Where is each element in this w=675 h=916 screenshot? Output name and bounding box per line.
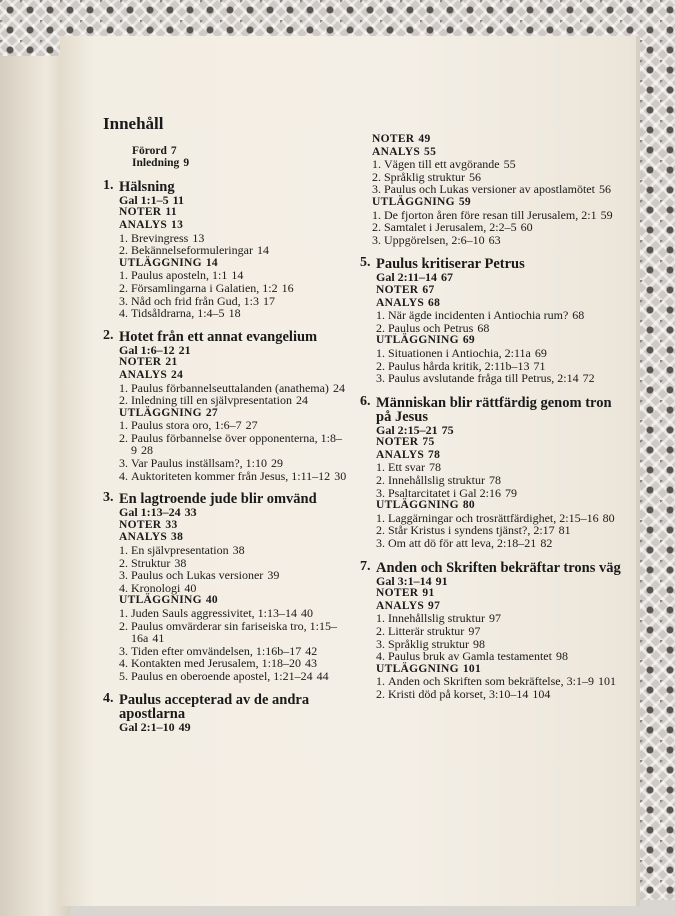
entry-text: Församlingarna i Galatien, 1:2 (131, 280, 278, 295)
entry-number: 3. (376, 485, 385, 500)
chapter-body (376, 561, 625, 701)
entry-number: 1. (376, 308, 385, 323)
entry-number: 1. (119, 268, 128, 283)
right-chapter-list (360, 257, 625, 700)
chapter-number: 4. (103, 690, 114, 706)
page-number: 38 (232, 543, 245, 558)
page-number: 28 (141, 443, 153, 458)
entry-number: 2. (119, 618, 128, 633)
page-number: 98 (555, 649, 568, 664)
entry-number: 1. (119, 418, 128, 433)
chapter-entry (103, 690, 348, 734)
page-number: 14 (256, 243, 269, 258)
chapter-4-continuation (372, 133, 625, 246)
section-heading (376, 284, 625, 297)
entry-text-wrap (388, 650, 625, 663)
scripture-reference (376, 575, 625, 588)
chapter-number: 7. (360, 558, 371, 574)
entry-text: Paulus omvärderar sin fariseiska tro, 1:15–16a (131, 618, 337, 646)
page-number: 40 (300, 606, 313, 620)
entry-number: 3. (372, 232, 381, 247)
page-number: 43 (304, 656, 317, 671)
entry-text: Paulus förbannelse över opponenterna, 1:8–9 (131, 430, 342, 458)
section-label: UTLÄGGNING (119, 594, 202, 607)
page-number: 44 (316, 668, 329, 683)
reference-text: Gal 2:11–14 (376, 270, 438, 285)
page-number: 78 (429, 460, 441, 475)
toc-entry (119, 244, 348, 257)
entry-number: 4. (376, 649, 385, 664)
entry-text-wrap (131, 394, 348, 407)
page-number: 11 (172, 192, 185, 207)
entry-text-wrap (388, 322, 625, 335)
page-number: 59 (600, 207, 613, 222)
entry-text: Står Kristus i syndens tjänst?, 2:17 (388, 523, 555, 538)
section-label: ANALYS (119, 218, 168, 231)
page-number: 81 (558, 523, 571, 538)
entry-number: 1. (119, 543, 128, 558)
toc-entry (376, 322, 625, 335)
page-number: 33 (165, 518, 178, 531)
scripture-reference (119, 194, 348, 207)
page-number: 78 (428, 448, 441, 461)
chapter-entry (103, 492, 348, 682)
section-label: UTLÄGGNING (119, 256, 202, 269)
entry-number: 1. (119, 230, 128, 245)
entry-number: 3. (376, 371, 385, 386)
page-number: 42 (305, 643, 318, 658)
entry-number: 3. (376, 636, 385, 651)
page-title: Innehåll (103, 114, 164, 133)
toc-left-column (103, 114, 348, 734)
entry-number: 2. (376, 320, 385, 335)
entry-text: Språklig struktur (388, 636, 469, 651)
section-label: ANALYS (376, 599, 425, 612)
page-number: 55 (424, 145, 437, 158)
section-label: NOTER (119, 356, 162, 369)
section-heading (376, 436, 625, 449)
reference-text: Gal 3:1–14 (376, 573, 432, 588)
section-label: UTLÄGGNING (376, 334, 459, 347)
entry-text: Brevingress (131, 230, 189, 245)
page-number: 75 (441, 422, 454, 437)
entry-text: Nåd och frid från Gud, 1:3 (131, 293, 259, 308)
frontmatter-entry (132, 145, 348, 158)
entry-text: Paulus och Petrus (388, 320, 474, 335)
entry-text: Uppgörelsen, 2:6–10 (384, 232, 485, 247)
entry-number: 1. (376, 611, 385, 626)
reference-text: Gal 2:15–21 (376, 422, 438, 437)
page-number: 98 (473, 636, 485, 651)
entry-number: 1. (376, 510, 385, 525)
page-number: 14 (205, 256, 218, 269)
entry-number: 3. (376, 536, 385, 551)
entry-text: Situationen i Antiochia, 2:11a (388, 345, 531, 360)
page-number: 59 (458, 195, 471, 208)
page-number: 68 (572, 308, 585, 323)
page-number: 21 (178, 342, 191, 357)
page-number: 27 (205, 406, 218, 419)
toc-entry (372, 183, 625, 196)
toc-entry (119, 620, 348, 645)
chapter-body (376, 396, 625, 550)
page-number: 13 (192, 230, 205, 245)
page-number: 97 (428, 599, 441, 612)
section-heading (119, 206, 348, 219)
chapter-title: Paulus kritiserar Petrus (376, 256, 525, 273)
page-number: 40 (205, 594, 218, 607)
page-number: 29 (270, 456, 283, 471)
section-heading (119, 519, 348, 532)
chapter-entry (103, 177, 348, 321)
scripture-reference (119, 721, 348, 734)
chapter-body (119, 492, 348, 682)
page-number: 38 (171, 531, 184, 544)
entry-text-wrap (388, 487, 625, 500)
page-number: 63 (488, 232, 501, 247)
entry-number: 2. (119, 280, 128, 295)
page-number: 24 (295, 393, 308, 408)
chapter-number: 1. (103, 177, 114, 193)
page-number: 17 (262, 293, 275, 308)
entry-number: 2. (119, 430, 128, 445)
entry-text-wrap (131, 307, 348, 320)
entry-text-wrap (388, 688, 625, 701)
entry-text: Juden Sauls aggressivitet, 1:13–14 (131, 606, 297, 620)
page-number: 18 (228, 306, 241, 321)
section-heading (376, 587, 625, 600)
chapter-body (119, 693, 348, 734)
entry-text: Inledning till en självpresentation (131, 393, 292, 408)
toc-entry (376, 537, 625, 550)
page-number: 11 (165, 206, 177, 219)
entry-number: 2. (119, 393, 128, 408)
toc-entry (376, 650, 625, 663)
page-number: 41 (152, 631, 165, 646)
toc-entry (119, 307, 348, 320)
page-number: 101 (462, 662, 482, 675)
entry-text: Kontakten med Jerusalem, 1:18–20 (131, 656, 301, 671)
chapter-title: En lagtroende jude blir omvänd (119, 491, 317, 508)
section-label: UTLÄGGNING (376, 499, 459, 512)
chapter-body (376, 257, 625, 384)
page-number: 14 (231, 268, 244, 283)
page-number: 7 (170, 144, 177, 157)
section-label: UTLÄGGNING (119, 406, 202, 419)
entry-text: Anden och Skriften som bekräftelse, 3:1–9 (388, 674, 594, 689)
entry-text: Paulus en oberoende apostel, 1:21–24 (131, 668, 313, 683)
section-label: NOTER (376, 283, 419, 296)
entry-number: 2. (376, 686, 385, 701)
page-number: 60 (520, 220, 533, 235)
reference-text: Gal 1:6–12 (119, 342, 175, 357)
toc-entry (372, 234, 625, 247)
scripture-reference (376, 271, 625, 284)
entry-text: De fjorton åren före resan till Jerusalem, 2:1 (384, 207, 597, 222)
reference-text: Gal 1:13–24 (119, 505, 181, 520)
entry-text: Auktoriteten kommer från Jesus, 1:11–12 (131, 468, 331, 483)
entry-text: Kristi död på korset, 3:10–14 (388, 686, 529, 701)
chapter-entry (103, 327, 348, 483)
chapter-entry (360, 558, 625, 701)
entry-number: 2. (376, 624, 385, 638)
section-label: ANALYS (119, 368, 168, 381)
chapter-number: 5. (360, 255, 371, 271)
entry-text: Om att dö för att leva, 2:18–21 (388, 536, 537, 551)
chapter-body (119, 330, 348, 483)
toc-entry (119, 432, 348, 457)
toc-entry (119, 582, 348, 595)
entry-number: 1. (376, 345, 385, 360)
page-number: 101 (597, 674, 616, 689)
chapter-title: Hotet från ett annat evangelium (119, 328, 318, 345)
chapter-number: 6. (360, 393, 371, 409)
left-chapter-list (103, 177, 348, 734)
chapter-number: 3. (103, 490, 114, 506)
toc-entry (119, 394, 348, 407)
entry-text: Paulus bruk av Gamla testamentet (388, 649, 552, 664)
page-number: 30 (334, 468, 347, 483)
entry-number: 2. (119, 243, 128, 258)
section-heading (372, 133, 625, 146)
chapter-title: Människan blir rättfärdig genom tron på Jesus (376, 394, 612, 425)
section-label: ANALYS (376, 448, 425, 461)
entry-text: Bekännelseformuleringar (131, 243, 253, 258)
entry-text-wrap (388, 372, 625, 385)
page-number: 39 (267, 568, 280, 583)
toc-entry (119, 470, 348, 483)
entry-number: 2. (376, 358, 385, 373)
entry-number: 1. (372, 157, 381, 172)
entry-text: Litterär struktur (388, 624, 465, 638)
entry-text-wrap (384, 183, 625, 196)
page-number: 91 (435, 573, 448, 588)
page-number: 49 (178, 719, 191, 734)
page-number: 97 (468, 624, 481, 638)
page-number: 56 (598, 182, 611, 197)
section-label: NOTER (376, 436, 419, 449)
page-number: 40 (184, 580, 197, 595)
entry-number: 1. (376, 460, 385, 475)
entry-text: Struktur (131, 555, 171, 570)
page-number: 80 (462, 499, 475, 512)
reference-text: Gal 1:1–5 (119, 192, 169, 207)
page-number: 67 (441, 270, 454, 285)
page-number: 56 (469, 169, 481, 184)
page-number: 68 (477, 320, 490, 335)
entry-number: 3. (119, 568, 128, 583)
page-number: 104 (532, 686, 551, 701)
page-number: 80 (602, 510, 615, 525)
entry-number: 2. (376, 473, 385, 488)
page-number: 68 (428, 296, 441, 309)
page-number: 69 (534, 345, 547, 360)
page-number: 72 (582, 371, 595, 386)
entry-number: 1. (119, 380, 128, 395)
entry-text: Kronologi (131, 580, 181, 595)
entry-text: Inledning (132, 157, 180, 170)
entry-number: 3. (372, 182, 381, 197)
page-number: 13 (171, 218, 184, 231)
page-number: 21 (165, 356, 178, 369)
section-label: ANALYS (372, 145, 421, 158)
page-number: 38 (174, 555, 187, 570)
page-number: 71 (533, 358, 546, 373)
toc-entry (376, 487, 625, 500)
chapter-body (119, 180, 348, 320)
entry-number: 1. (376, 674, 385, 689)
page-number: 78 (488, 473, 501, 488)
entry-number: 1. (119, 606, 128, 620)
entry-text: Paulus och Lukas versioner (131, 568, 264, 583)
entry-number: 2. (376, 523, 385, 538)
page-number: 55 (503, 157, 516, 172)
entry-text: Tiden efter omvändelsen, 1:16b–17 (131, 643, 302, 658)
section-label: NOTER (372, 133, 415, 145)
entry-text: Innehållslig struktur (388, 473, 485, 488)
entry-number: 5. (119, 668, 128, 683)
section-heading (119, 356, 348, 369)
section-label: NOTER (119, 206, 162, 219)
page-number: 91 (422, 587, 435, 600)
page-number: 75 (422, 436, 435, 449)
section-label: NOTER (376, 587, 419, 600)
chapter-title: Hälsning (119, 178, 175, 195)
chapter-number: 2. (103, 327, 114, 343)
toc-entry (376, 372, 625, 385)
entry-text-wrap (131, 470, 348, 483)
frontmatter-list (103, 145, 348, 170)
entry-text: Innehållslig struktur (388, 611, 485, 626)
entry-number: 4. (119, 306, 128, 321)
chapter-entry (360, 393, 625, 551)
page-number: 24 (332, 380, 345, 395)
chapter-title: Paulus accepterad av de andra apostlarna (119, 691, 310, 722)
entry-text: Vägen till ett avgörande (384, 157, 500, 172)
section-label: ANALYS (376, 296, 425, 309)
entry-text: Paulus och Lukas versioner av apostlamötet (384, 182, 595, 197)
page-number: 16 (281, 280, 294, 295)
entry-text: Paulus stora oro, 1:6–7 (131, 418, 242, 433)
toc-right-column (360, 133, 625, 701)
entry-text-wrap (131, 432, 348, 457)
toc-entry (119, 670, 348, 683)
page-number: 27 (245, 418, 258, 433)
page-number: 33 (184, 505, 197, 520)
entry-text: Laggärningar och trosrättfärdighet, 2:15–16 (388, 510, 599, 525)
entry-number: 3. (119, 456, 128, 471)
entry-text: Paulus aposteln, 1:1 (131, 268, 228, 283)
entry-text-wrap (131, 244, 348, 257)
entry-number: 3. (119, 643, 128, 658)
entry-text: En självpresentation (131, 543, 229, 558)
entry-text: När ägde incidenten i Antiochia rum? (388, 308, 569, 323)
entry-text: Paulus hårda kritik, 2:11b–13 (388, 358, 530, 373)
page-number: 82 (540, 536, 553, 551)
toc-entry (376, 688, 625, 701)
entry-text: Psaltarcitatet i Gal 2:16 (388, 485, 501, 500)
entry-text: Paulus förbannelseuttalanden (anathema) (131, 380, 329, 395)
entry-number: 4. (119, 580, 128, 595)
reference-text: Gal 2:1–10 (119, 719, 175, 734)
section-label: ANALYS (119, 531, 168, 544)
section-label: UTLÄGGNING (376, 662, 459, 675)
frontmatter-entry (132, 157, 348, 170)
chapter-entry (360, 257, 625, 384)
page-number: 79 (504, 485, 517, 500)
scripture-reference (376, 424, 625, 437)
entry-number: 2. (372, 220, 381, 235)
entry-text: Samtalet i Jerusalem, 2:2–5 (384, 220, 517, 235)
entry-text: Förord (132, 144, 167, 157)
page-number: 69 (462, 334, 475, 347)
page-number: 24 (171, 368, 184, 381)
entry-text-wrap (388, 537, 625, 550)
entry-text-wrap (131, 670, 348, 683)
entry-text-wrap (131, 582, 348, 595)
scripture-reference (119, 506, 348, 519)
entry-text-wrap (131, 620, 348, 645)
page-number: 9 (183, 157, 190, 170)
page-number: 67 (422, 283, 435, 296)
section-label: NOTER (119, 518, 162, 531)
entry-text: Språklig struktur (384, 169, 465, 184)
entry-text-wrap (384, 234, 625, 247)
entry-text: Ett svar (388, 460, 425, 475)
page-number: 97 (488, 611, 501, 626)
entry-number: 1. (372, 207, 381, 222)
entry-number: 3. (119, 293, 128, 308)
entry-number: 2. (119, 555, 128, 570)
entry-number: 2. (372, 169, 381, 184)
chapter-title: Anden och Skriften bekräftar trons väg (376, 559, 621, 576)
page-number: 49 (418, 133, 431, 145)
entry-number: 4. (119, 468, 128, 483)
entry-text: Var Paulus inställsam?, 1:10 (131, 456, 267, 471)
scripture-reference (119, 344, 348, 357)
entry-text: Tidsåldrarna, 1:4–5 (131, 306, 225, 321)
entry-number: 4. (119, 656, 128, 671)
section-label: UTLÄGGNING (372, 195, 455, 208)
entry-text: Paulus avslutande fråga till Petrus, 2:14 (388, 371, 579, 386)
